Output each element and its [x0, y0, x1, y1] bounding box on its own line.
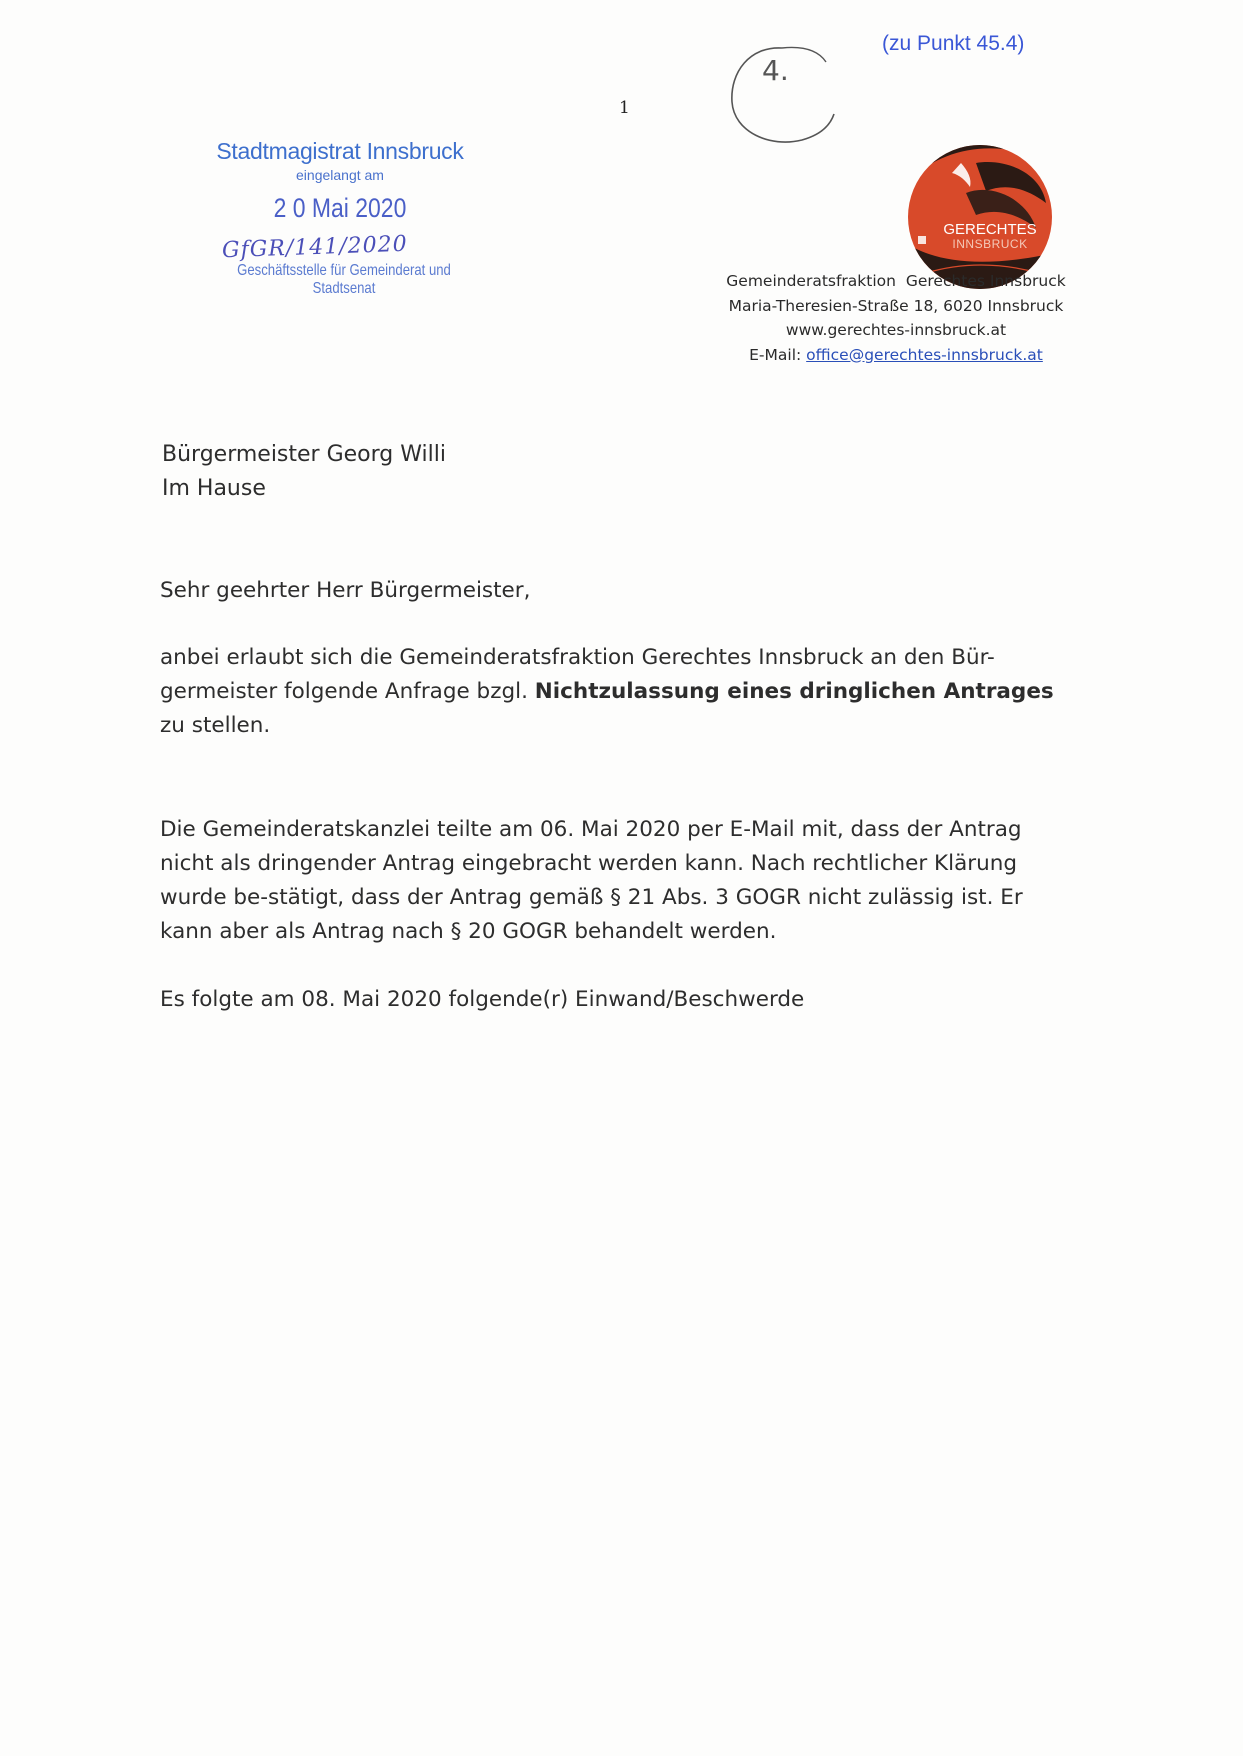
stamp-date: 2 0 Mai 2020 [273, 193, 407, 223]
paragraph-request-line2 [160, 675, 1090, 709]
recipient-location: Im Hause [162, 476, 266, 501]
salutation: Sehr geehrter Herr Bürgermeister, [160, 578, 531, 603]
page-number: 1 [619, 98, 630, 118]
received-stamp [190, 138, 490, 224]
paragraph-request-line1: anbei erlaubt sich die Gemeinderatsfraktion Gerechtes Innsbruck an den Bür- [160, 645, 995, 670]
stamp-department: Geschäftsstelle für Gemeinderat und Stadtsenat [237, 262, 451, 297]
paragraph-background-line4: kann aber als Antrag nach § 20 GOGR behandelt werden. [160, 919, 777, 944]
handwritten-number: 4. [762, 54, 789, 87]
paragraph-background [160, 813, 1090, 949]
paragraph-request-line2-text: germeister folgende Anfrage bzgl. [160, 679, 535, 704]
sender-website: www.gerechtes-innsbruck.at [785, 321, 1007, 339]
paragraph-background-line2: nicht als dringender Antrag eingebracht werden kann. Nach rechtlicher Klärung [160, 851, 1018, 876]
paragraph-request [160, 641, 1090, 743]
paragraph-request-subject: Nichtzulassung eines dringlichen Antrages [534, 679, 1054, 704]
stamp-received-label: eingelangt am [296, 167, 384, 183]
paragraph-request-line3: zu stellen. [160, 713, 271, 738]
stamp-handwritten-reference: GfGR/141/2020 [221, 231, 409, 264]
paragraph-background-line1: Die Gemeinderatskanzlei teilte am 06. Mai 2020 per E-Mail mit, dass der Antrag [160, 817, 1022, 842]
logo-emblem-icon [918, 236, 926, 244]
sender-email-link[interactable]: office@gerechtes-innsbruck.at [806, 345, 1043, 364]
stamp-office: Stadtmagistrat Innsbruck [216, 138, 464, 164]
reference-note: (zu Punkt 45.4) [882, 32, 1025, 55]
paragraph-background-line3: wurde be-stätigt, dass der Antrag gemäß § 21 Abs. 3 GOGR nicht zulässig ist. Er [160, 885, 1023, 910]
sender-name: Gemeinderatsfraktion Gerechtes Innsbruck [726, 272, 1066, 290]
logo-text-line2: INNSBRUCK [952, 237, 1028, 251]
sender-address: Maria-Theresien-Straße 18, 6020 Innsbruck [728, 296, 1064, 315]
sender-email-row [716, 343, 1076, 368]
handwritten-circle-mark [722, 40, 842, 150]
sender-email-label: E-Mail: [749, 345, 807, 364]
recipient-name: Bürgermeister Georg Willi [162, 442, 446, 467]
paragraph-followup: Es folgte am 08. Mai 2020 folgende(r) Einwand/Beschwerde [160, 987, 805, 1012]
logo-text-line1: GERECHTES [943, 221, 1037, 238]
recipient-block [162, 438, 446, 506]
sender-block [716, 269, 1076, 367]
